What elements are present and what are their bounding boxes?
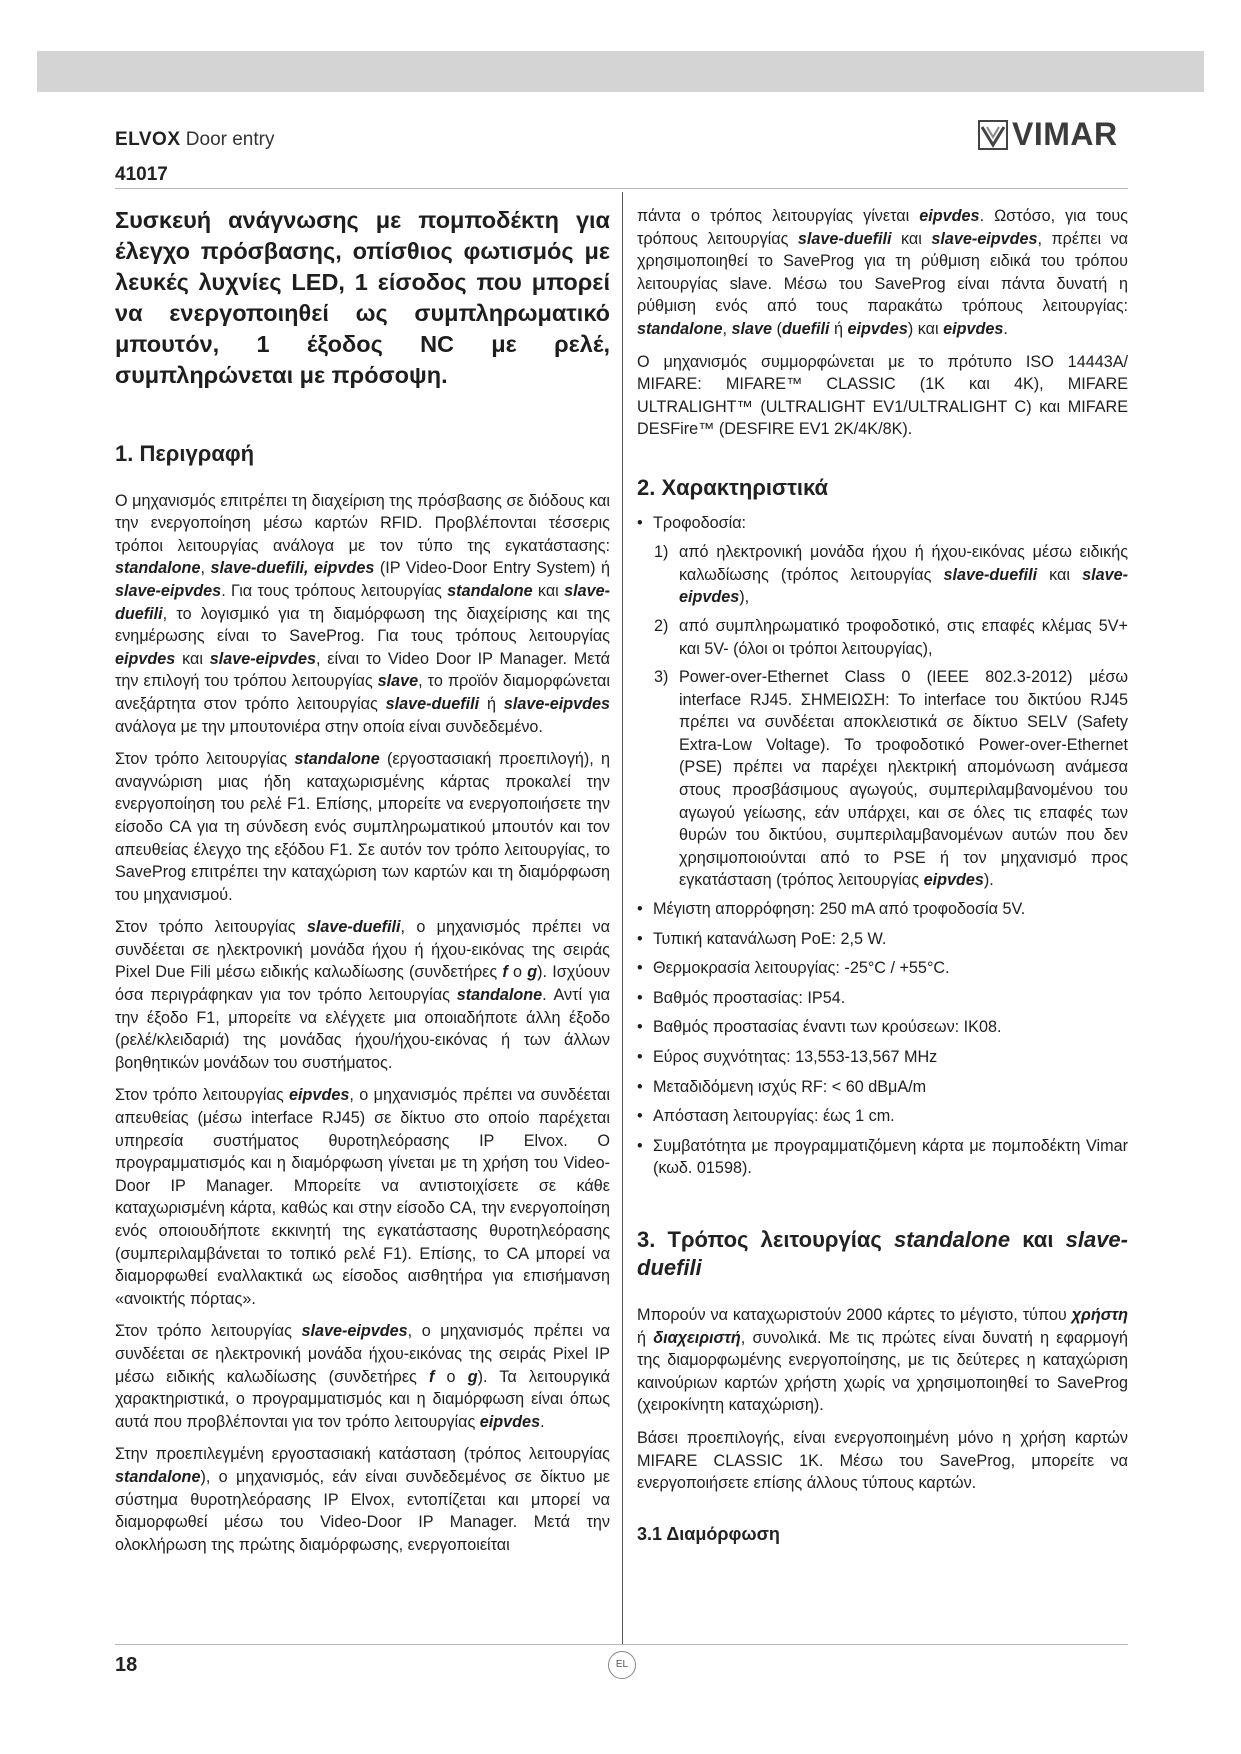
language-badge: EL [608,1651,636,1679]
supply-bullet: • Τροφοδοσία: [637,512,1128,535]
vimar-logo-icon [978,120,1008,150]
main-title: Συσκευή ανάγνωσης με πομποδέκτη για έλεγχο πρόσβασης, οπίσθιος φωτισμός με λευκές λυχνίες LED, 1 είσοδος που μπορεί να ενεργοποιηθεί ως συμπληρωματικό μπουτόν, 1 έξοδος NC με ρελέ, συμπληρώνεται με πρόσοψη. [115,207,610,388]
standards-paragraph: Ο μηχανισμός συμμορφώνεται με το πρότυπο ISO 14443A/ MIFARE: MIFARE™ CLASSIC (1K και 4K), MIFARE ULTRALIGHT™ (ULTRALIGHT EV1/ULTRALIGHT C) και MIFARE DESFire™ (DESFIRE EV1 2K/4K/8K). [637,352,1128,439]
supply-item: 3) Power-over-Ethernet Class 0 (IEEE 802.3-2012) μέσω interface RJ45. ΣΗΜΕΙΩΣΗ: Το interface του δικτύου RJ45 πρέπει να συνδέεται αποκλειστικά σε δίκτυο SELV (Safety Extra-Low Voltage). Το τροφοδοτικό Power-over-Ethernet (PSE) πρέπει να παρέχει ηλεκτρική απομόνωση ανάμεσα στους προσβάσιμους αγωγούς, συμπεριλαμβανομένου του αγωγού γείωσης, εάν υπάρχει, και σε όλες τις επαφές των θυρών του δικτύου, συμπεριλαμβανομένων αυτών που δεν χρησιμοποιούνται από το PSE ή τον μηχανισμό προς εγκατάσταση (τρόπος λειτουργίας eipvdes). [654,668,1128,890]
column-divider [622,192,623,1644]
right-column [637,205,1128,1545]
section-1-paragraph: Στον τρόπο λειτουργίας slave-eipvdes, ο μηχανισμός πρέπει να συνδέεται σε ηλεκτρονική μονάδα ήχου-εικόνας της σειράς Pixel IP μέσω ειδικής καλωδίωσης (συνδετήρες f ο g). Τα λειτουργικά χαρακτηριστικά, ο προγραμματισμός και η διαμόρφωση είναι όπως αυτά που προβλέπονται για τον τρόπο λειτουργίας eipvdes. [115,1322,610,1431]
spec-bullet: • Βαθμός προστασίας έναντι των κρούσεων: IK08. [637,1016,1128,1039]
top-grey-bar [37,51,1204,92]
supply-item: 2) από συμπληρωματικό τροφοδοτικό, στις επαφές κλέμας 5V+ και 5V- (όλοι οι τρόποι λειτουργίας), [654,616,1128,658]
spec-bullet: • Τυπική κατανάλωση PoE: 2,5 W. [637,928,1128,951]
section-2-title: 2. Χαρακτηριστικά [637,474,829,500]
section-1-paragraph: Στον τρόπο λειτουργίας eipvdes, ο μηχανισμός πρέπει να συνδέεται απευθείας (μέσω interface RJ45) σε δίκτυο στο οποίο παρέχεται υπηρεσία συστήματος θυροτηλεόρασης IP Elvox. Ο προγραμματισμός και η διαμόρφωση γίνεται με τη χρήση του Video-Door IP Manager. Μπορείτε να αντιστοιχίσετε σε κάθε καταχωρισμένη κάρτα, καθώς και στην είσοδο CA, την ενεργοποίηση ενός οποιουδήποτε εκκινητή της εγκατάστασης θυροτηλεόρασης (συμπεριλαμβάνεται το τοπικό ρελέ F1). Επίσης, το CA μπορεί να διαμορφωθεί εναλλακτικά ως είσοδος αισθητήρα για επισήμανση «ανοικτής πόρτας». [115,1086,610,1308]
continued-paragraph: πάντα ο τρόπος λειτουργίας γίνεται eipvdes. Ωστόσο, για τους τρόπους λειτουργίας slave-duefili και slave-eipvdes, πρέπει να χρησιμοποιηθεί το SaveProg για τη ρύθμιση ειδικά του τρόπου λειτουργίας slave. Μέσω του SaveProg είναι πάντα δυνατή η ρύθμιση ενός από τους παρακάτω τρόπους λειτουργίας: standalone, slave (duefili ή eipvdes) και eipvdes. [637,207,1128,338]
supply-item: 1) από ηλεκτρονική μονάδα ήχου ή ήχου-εικόνας μέσω ειδικής καλωδίωσης (τρόπος λειτουργίας slave-duefili και slave-eipvdes), [654,543,1128,607]
spec-bullet: • Εύρος συχνότητας: 13,553-13,567 MHz [637,1046,1128,1069]
brand-header: ELVOX Door entry [115,129,275,150]
section-1-paragraph: Στον τρόπο λειτουργίας standalone (εργοστασιακή προεπιλογή), η αναγνώριση μιας ήδη καταχωρισμένης κάρτας προκαλεί την ενεργοποίηση του ρελέ F1. Επίσης, μπορείτε να ενεργοποιήσετε την είσοδο CA για τη σύνδεση ενός συμπληρωματικού μπουτόν και τον απευθείας έλεγχο της εξόδου F1. Σε αυτόν τον τρόπο λειτουργίας, το SaveProg επιτρέπει την καταχώριση των καρτών και τη διαμόρφωση του μηχανισμού. [115,750,610,904]
left-column [115,205,610,1566]
spec-bullet: • Μέγιστη απορρόφηση: 250 mA από τροφοδοσία 5V. [637,898,1128,921]
spec-bullet: • Μεταδιδόμενη ισχύς RF: < 60 dBμA/m [637,1076,1128,1099]
page-number: 18 [115,1654,138,1676]
product-code: 41017 [115,164,168,185]
section-3-paragraph: Μπορούν να καταχωριστούν 2000 κάρτες το μέγιστο, τύπου χρήστη ή διαχειριστή, συνολικά. Με τις πρώτες είναι δυνατή η εφαρμογή της διαμορφωμένης ενεργοποίησης, με τις δεύτερες η καταχώριση καινούριων καρτών χρήστη χωρίς να χρησιμοποιηθεί το SaveProg (χειροκίνητη καταχώριση). [637,1305,1128,1415]
footer-divider [115,1644,1128,1645]
section-3-paragraph: Βάσει προεπιλογής, είναι ενεργοποιημένη μόνο η χρήση καρτών MIFARE CLASSIC 1K. Μέσω του SaveProg, μπορείτε να ενεργοποιήσετε επίσης άλλους τύπους καρτών. [637,1428,1128,1493]
spec-bullet: • Θερμοκρασία λειτουργίας: -25°C / +55°C. [637,957,1128,980]
section-1-paragraph: Ο μηχανισμός επιτρέπει τη διαχείριση της πρόσβασης σε διόδους και την ενεργοποίηση μέσω καρτών RFID. Προβλέπονται τέσσερις τρόποι λειτουργίας ανάλογα με τον τύπο της εγκατάστασης: standalone, slave-duefili, eipvdes (IP Video-Door Entry System) ή slave-eipvdes. Για τους τρόπους λειτουργίας standalone και slave-duefili, το λογισμικό για τη διαμόρφωση της διαχείρισης και της ενημέρωσης είναι το SaveProg. Για τους τρόπους λειτουργίας eipvdes και slave-eipvdes, είναι το Video Door IP Manager. Μετά την επιλογή του τρόπου λειτουργίας slave, το προϊόν διαμορφώνεται ανεξάρτητα στον τρόπο λειτουργίας slave-duefili ή slave-eipvdes ανάλογα με την μπουτονιέρα στην οποία είναι συνδεδεμένο. [115,491,611,736]
vimar-logo: VIMAR [978,116,1118,153]
spec-bullet: • Συμβατότητα με προγραμματιζόμενη κάρτα με πομποδέκτη Vimar (κωδ. 01598). [637,1135,1128,1180]
section-1-paragraph: Στην προεπιλεγμένη εργοστασιακή κατάσταση (τρόπος λειτουργίας standalone), ο μηχανισμός, εάν είναι συνδεδεμένος σε δίκτυο με σύστημα θυροτηλεόρασης IP Elvox, εντοπίζεται και μπορεί να διαμορφωθεί μέσω του Video-Door IP Manager. Μετά την ολοκλήρωση της πρώτης διαμόρφωσης, ενεργοποιείται [115,1445,610,1554]
spec-bullet: • Βαθμός προστασίας: IP54. [637,987,1128,1010]
spec-bullet: • Απόσταση λειτουργίας: έως 1 cm. [637,1105,1128,1128]
section-3-title: 3. Τρόπος λειτουργίας standalone και slave-duefili [637,1226,1128,1280]
section-1-title: 1. Περιγραφή [115,441,255,466]
header-divider [115,188,1128,189]
section-1-paragraph: Στον τρόπο λειτουργίας slave-duefili, ο μηχανισμός πρέπει να συνδέεται σε ηλεκτρονική μονάδα ήχου ή ήχου-εικόνας της σειράς Pixel Due Fili μέσω ειδικής καλωδίωσης (συνδετήρες f ο g). Ισχύουν όσα περιγράφηκαν για τον τρόπο λειτουργίας standalone. Αντί για την έξοδο F1, μπορείτε να ελέγχετε μια οποιαδήποτε άλλη έξοδο (ρελέ/κλειδαριά) της μονάδας ήχου/ήχου-εικόνας ή των άλλων βοηθητικών μονάδων του συστήματος. [115,918,610,1072]
section-3-1-title: 3.1 Διαμόρφωση [637,1523,780,1544]
